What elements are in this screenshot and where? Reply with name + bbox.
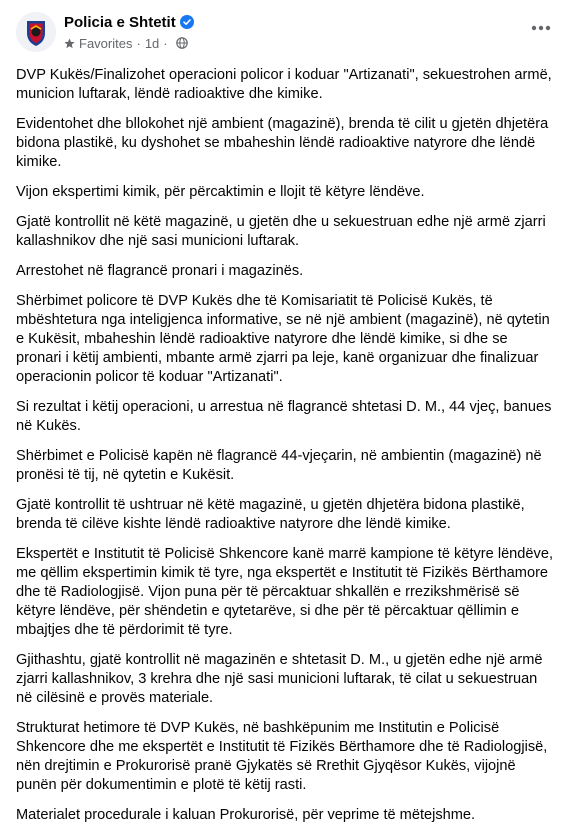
post-meta — [64, 12, 194, 52]
post-paragraph: Evidentohet dhe bllokohet një ambient (magazinë), brenda të cilit u gjetën dhjetëra bidona plastikë, ku dyshohet se mbaheshin lëndë radioaktive natyrore dhe lëndë kimike. — [16, 116, 549, 170]
post-header — [16, 12, 555, 56]
globe-icon[interactable] — [176, 37, 188, 49]
page-avatar[interactable] — [16, 12, 56, 52]
more-horizontal-icon — [531, 25, 551, 31]
post-paragraph: Arrestohet në flagrancë pronari i magazinës. — [16, 263, 304, 279]
more-options-button[interactable] — [523, 10, 559, 46]
post-paragraph: Shërbimet e Policisë kapën në flagrancë 44-vjeçarin, në ambientin (magazinë) në pronësi të tij, në qytetin e Kukësit. — [16, 448, 542, 483]
favorites-star-icon — [64, 38, 75, 49]
post-timestamp[interactable]: 1d — [144, 35, 160, 51]
post-paragraph: Gjithashtu, gjatë kontrollit në magazinën e shtetasit D. M., u gjetën edhe një armë zjarri kallashnikov, 3 krehra dhe një sasi municioni luftarak, të cilat u sekuestruan në cilësinë e provës materiale. — [16, 652, 543, 706]
post-paragraph: Strukturat hetimore të DVP Kukës, në bashkëpunim me Institutin e Policisë Shkencore dhe me ekspertët e Institutit të Fizikës Bërthamore dhe të Radiologjisë, nën drejtimin e Prokurorisë pranë Gjykatës së Rrethit Gjyqësor Kukës, vijojnë punën për dokumentimin e plotë të këtij rasti. — [16, 720, 548, 793]
police-emblem-icon — [16, 12, 56, 52]
post-paragraph: Materialet procedurale i kaluan Prokurorisë, për veprime të mëtejshme. — [16, 807, 476, 823]
page-name-link[interactable]: Policia e Shtetit — [64, 13, 176, 31]
meta-separator-2: · — [163, 35, 168, 51]
verified-badge-icon — [180, 15, 194, 29]
post-paragraph: DVP Kukës/Finalizohet operacioni policor i koduar "Artizanati", sekuestrohen armë, municion luftarak, lëndë radioaktive dhe kimike. — [16, 67, 552, 102]
post-paragraph: Si rezultat i këtij operacioni, u arrestua në flagrancë shtetasi D. M., 44 vjeç, banues në Kukës. — [16, 399, 552, 434]
post-paragraph: Vijon ekspertimi kimik, për përcaktimin e llojit të këtyre lëndëve. — [16, 184, 425, 200]
audience-label[interactable]: Favorites — [79, 35, 133, 51]
post-paragraph: Gjatë kontrollit të ushtruar në këtë magazinë, u gjetën dhjetëra bidona plastikë, brenda të cilëve kishte lëndë radioaktive natyrore dhe lëndë kimike. — [16, 497, 525, 532]
post-body — [16, 66, 555, 825]
meta-separator: · — [136, 35, 141, 51]
post-paragraph: Gjatë kontrollit në këtë magazinë, u gjetën dhe u sekuestruan edhe një armë zjarri kallashnikov dhe një sasi municioni luftarak. — [16, 214, 546, 249]
post-paragraph: Shërbimet policore të DVP Kukës dhe të Komisariatit të Policisë Kukës, të mbështetura nga inteligjenca informative, se në një ambient (magazinë), në qytetin e Kukësit, mbaheshin lëndë radioaktive natyrore dhe lëndë kimike, si dhe se pronari i këtij ambienti, mbante armë zjarri pa leje, kanë organizuar dhe finalizuar operacionin policor të koduar "Artizanati". — [16, 293, 550, 385]
post-paragraph: Ekspertët e Institutit të Policisë Shkencore kanë marrë kampione të këtyre lëndëve, me qëllim ekspertimin kimik të tyre, nga ekspertët e Institutit të Fizikës Bërthamore dhe të Radiologjisë. Vijon puna për të përcaktuar shkallën e rrezikshmërisë së këtyre lëndëve, për shëndetin e qytetarëve, si dhe për të përcaktuar qëllimin e mbajtjes dhe të përdorimit të tyre. — [16, 546, 553, 638]
